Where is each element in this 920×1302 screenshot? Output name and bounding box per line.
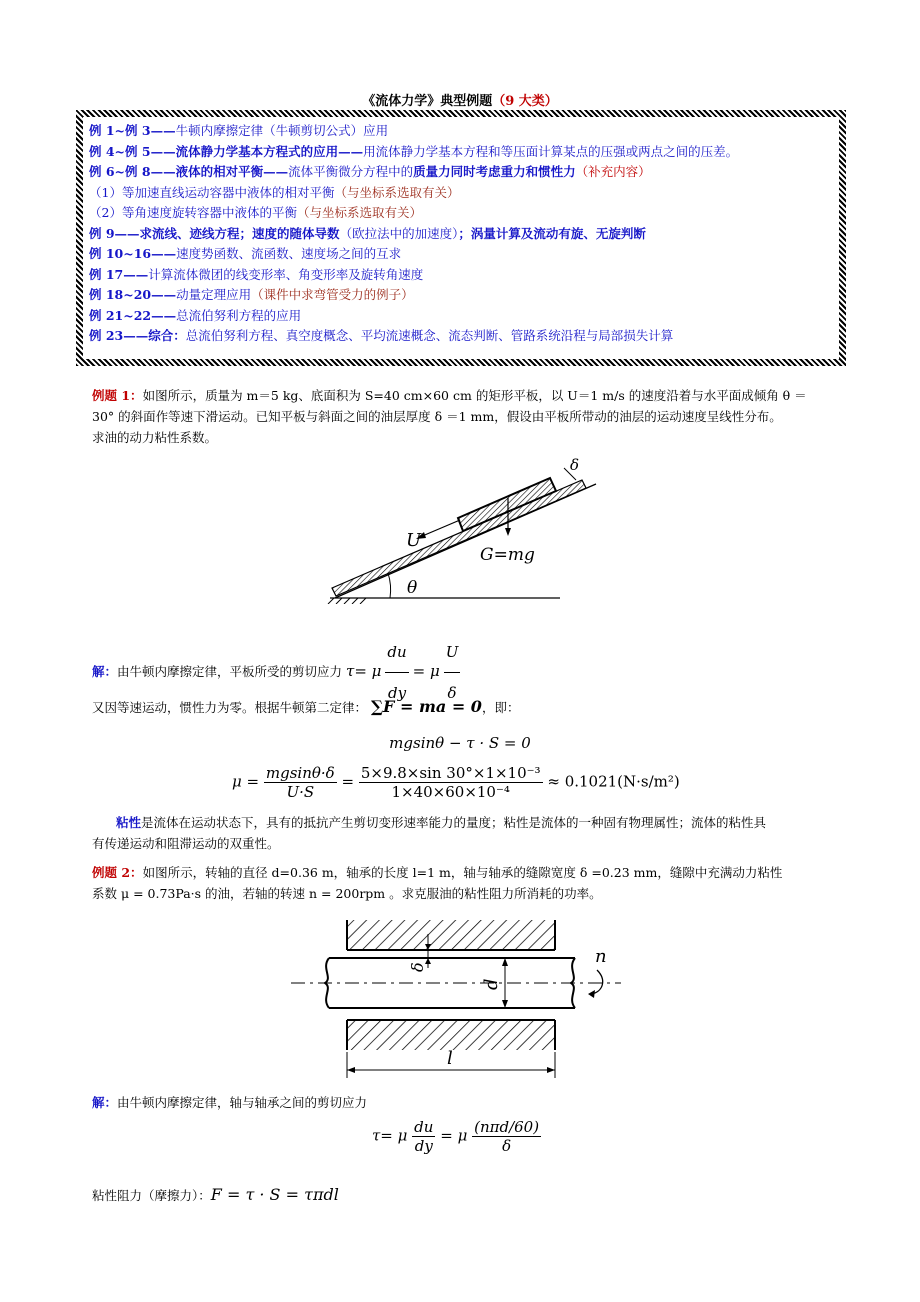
length-label: l [447, 1048, 453, 1069]
theta-label: θ [407, 578, 418, 598]
viscosity-note: 粘性是流体在运动状态下，具有的抵抗产生剪切变形速率能力的量度；粘性是流体的一种固有物理属性；流体的粘性具 有传递运动和阻滞运动的双重性。 [92, 815, 767, 851]
outline-line-7: 例 10~16——速度势函数、流函数、速度场之间的互求 [89, 246, 402, 261]
example-1-statement: 例题 1：如图所示，质量为 m＝5 kg、底面积为 S=40 cm×60 cm 的矩形平板，以 U＝1 m/s 的速度沿着与水平面成倾角 θ ＝ 30° 的斜面作等速下滑运动。已知平板与斜面之间的油层厚度 δ ＝1 mm，假设由平板所带动的油层的运动速度呈线性分布。 求油的动力粘性系数。 [92, 388, 807, 445]
gravity-label: G=mg [480, 545, 535, 565]
page-title: 《流体力学》典型例题（9 大类） [362, 94, 558, 109]
incline-oil-layer [332, 480, 586, 596]
outline-line-4: （1）等加速直线运动容器中液体的相对平衡（与坐标系选取有关） [89, 184, 460, 200]
outline-line-1: 例 1~例 3——牛顿内摩擦定律（牛顿剪切公式）应用 [89, 123, 389, 138]
inclined-plane-figure [320, 448, 610, 604]
velocity-arrow [420, 520, 460, 537]
newton-second-law-line: 又因等速运动，惯性力为零。根据牛顿第二定律： ∑F = ma = 0，即： [92, 697, 520, 716]
shear-stress-equation: τ= μ $\frac{du}{dy}$ = μ $\frac{\text{(nπd/60)}}{\delta}$ [372, 1118, 540, 1155]
rotation-speed-label: n [595, 946, 607, 967]
ground-hatch [328, 598, 366, 604]
upper-bearing [347, 920, 555, 950]
angle-arc [388, 573, 391, 598]
incline-line [335, 484, 596, 598]
outline-line-5: （2）等角速度旋转容器中液体的平衡（与坐标系选取有关） [89, 205, 422, 220]
outline-line-8: 例 17——计算流体微团的线变形率、角变形率及旋转角速度 [89, 266, 424, 282]
outline-line-6: 例 9——求流线、迹线方程；速度的随体导数（欧拉法中的加速度）；涡量计算及流动有旋、无旋判断 [89, 225, 646, 241]
diameter-label: d [481, 978, 502, 990]
equilibrium-equation: mgsinθ − τ · S = 0 [389, 734, 531, 752]
example-2-statement: 例题 2：如图所示，转轴的直径 d=0.36 m，轴承的长度 l=1 m，轴与轴承的缝隙宽度 δ =0.23 mm，缝隙中充满动力粘性 系数 μ = 0.73Pa·s 的油，若轴的转速 n = 200rpm 。求克服油的粘性阻力所消耗的功率。 [92, 865, 783, 901]
lower-bearing [347, 1020, 555, 1050]
outline-line-10: 例 21~22——总流伯努利方程的应用 [89, 307, 302, 323]
velocity-label: U [406, 530, 422, 551]
outline-line-9: 例 18~20——动量定理应用（课件中求弯管受力的例子） [89, 287, 414, 302]
example-1-solution: 解：由牛顿内摩擦定律，平板所受的剪切应力 τ= μ $\frac{du}{dy}$ = μ $\frac{U}{\delta}$ [92, 632, 838, 678]
friction-force-line: 粘性阻力（摩擦力）：F = τ · S = τπdl [92, 1185, 339, 1204]
outline-line-2: 例 4~例 5——流体静力学基本方程式的应用——用流体静力学基本方程和等压面计算某点的压强或两点之间的压差。 [89, 143, 739, 159]
outline-line-11: 例 23——综合：总流伯努利方程、真空度概念、平均流速概念、流态判断、管路系统沿程与局部损失计算 [89, 328, 674, 343]
example-2-solution: 解：由牛顿内摩擦定律，轴与轴承之间的剪切应力 [92, 1095, 368, 1110]
shaft-bearing-figure [285, 912, 625, 1082]
rotation-arrow [591, 970, 603, 994]
delta-label: δ [570, 456, 580, 474]
outline-line-3: 例 6~例 8——液体的相对平衡——流体平衡微分方程中的质量力同时考虑重力和惯性力（补充内容） [89, 164, 651, 179]
viscosity-result-equation: μ = $\frac{mgsin\theta\cdot\delta}{U\cdot S}$ = $\frac{\text{5×9.8×sin 30°×1×10⁻³}}{\text{1×40×60×10⁻⁴}}$ ≈ 0.1021(N·s/m²) [232, 764, 680, 801]
outline-box [76, 110, 846, 366]
gap-label: δ [408, 962, 427, 972]
